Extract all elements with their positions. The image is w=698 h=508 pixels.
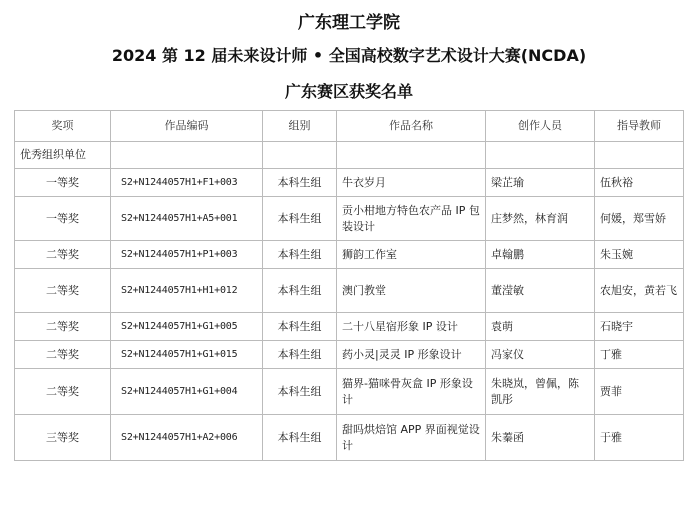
- award-cell: 三等奖: [15, 415, 111, 461]
- code-cell: S2+N1244057H1+G1+015: [111, 341, 263, 369]
- code-cell: S2+N1244057H1+F1+003: [111, 169, 263, 197]
- advisor-cell: 丁雅: [595, 341, 684, 369]
- competition-title: 2024 第 12 届未来设计师 • 全国高校数字艺术设计大赛(NCDA): [111, 46, 587, 65]
- creators-cell: 冯家仪: [486, 341, 595, 369]
- column-header-title: 作品名称: [337, 111, 486, 142]
- title-cell: 澳门教堂: [337, 269, 486, 313]
- table-row: [15, 241, 684, 269]
- award-cell: 二等奖: [15, 269, 111, 313]
- group-row: [15, 142, 684, 169]
- group-cell: 本科生组: [263, 169, 337, 197]
- group-cell: 本科生组: [263, 241, 337, 269]
- award-cell: 二等奖: [15, 241, 111, 269]
- table-row: [15, 415, 684, 461]
- group-cell: 本科生组: [263, 313, 337, 341]
- creators-cell: 卓翰鹏: [486, 241, 595, 269]
- group-cell: 本科生组: [263, 269, 337, 313]
- table-row: [15, 369, 684, 415]
- title-cell: 贡小柑地方特色农产品 IP 包装设计: [337, 197, 486, 241]
- creators-cell: 朱蓁函: [486, 415, 595, 461]
- code-cell: S2+N1244057H1+G1+004: [111, 369, 263, 415]
- advisor-cell: 伍秋裕: [595, 169, 684, 197]
- table-row: [15, 169, 684, 197]
- group-cell: 本科生组: [263, 415, 337, 461]
- group-cell: 本科生组: [263, 341, 337, 369]
- group-cell: 本科生组: [263, 369, 337, 415]
- column-header-advisor: 指导教师: [595, 111, 684, 142]
- award-cell: 二等奖: [15, 369, 111, 415]
- table-row: [15, 313, 684, 341]
- advisor-cell: 何媛，郑雪娇: [595, 197, 684, 241]
- creators-cell: 董滢敏: [486, 269, 595, 313]
- awards-table: [14, 110, 684, 461]
- creators-cell: 袁萌: [486, 313, 595, 341]
- title-cell: 药小灵|灵灵 IP 形象设计: [337, 341, 486, 369]
- table-header-row: [15, 111, 684, 142]
- column-header-group: 组别: [263, 111, 337, 142]
- creators-cell: 庄梦然，林育润: [486, 197, 595, 241]
- advisor-cell: 贾菲: [595, 369, 684, 415]
- creators-cell: 梁芷瑜: [486, 169, 595, 197]
- column-header-creators: 创作人员: [486, 111, 595, 142]
- advisor-cell: 于雅: [595, 415, 684, 461]
- column-header-code: 作品编码: [111, 111, 263, 142]
- code-cell: S2+N1244057H1+A2+006: [111, 415, 263, 461]
- group-label: 优秀组织单位: [15, 142, 111, 169]
- column-header-award: 奖项: [15, 111, 111, 142]
- group-cell: 本科生组: [263, 197, 337, 241]
- award-cell: 一等奖: [15, 197, 111, 241]
- table-row: [15, 269, 684, 313]
- award-cell: 二等奖: [15, 313, 111, 341]
- code-cell: S2+N1244057H1+G1+005: [111, 313, 263, 341]
- code-cell: S2+N1244057H1+P1+003: [111, 241, 263, 269]
- award-cell: 一等奖: [15, 169, 111, 197]
- school-title: 广东理工学院: [298, 13, 400, 33]
- code-cell: S2+N1244057H1+H1+012: [111, 269, 263, 313]
- table-row: [15, 197, 684, 241]
- advisor-cell: 农旭安，黄若飞: [595, 269, 684, 313]
- award-cell: 二等奖: [15, 341, 111, 369]
- advisor-cell: 朱玉婉: [595, 241, 684, 269]
- title-cell: 二十八星宿形象 IP 设计: [337, 313, 486, 341]
- title-cell: 甜吗烘焙馆 APP 界面视觉设计: [337, 415, 486, 461]
- creators-cell: 朱晓岚，曾佩，陈凯彤: [486, 369, 595, 415]
- title-cell: 猫界-猫咪骨灰盒 IP 形象设计: [337, 369, 486, 415]
- advisor-cell: 石晓宇: [595, 313, 684, 341]
- list-title: 广东赛区获奖名单: [284, 82, 413, 101]
- title-cell: 狮韵工作室: [337, 241, 486, 269]
- code-cell: S2+N1244057H1+A5+001: [111, 197, 263, 241]
- title-cell: 牛衣岁月: [337, 169, 486, 197]
- table-row: [15, 341, 684, 369]
